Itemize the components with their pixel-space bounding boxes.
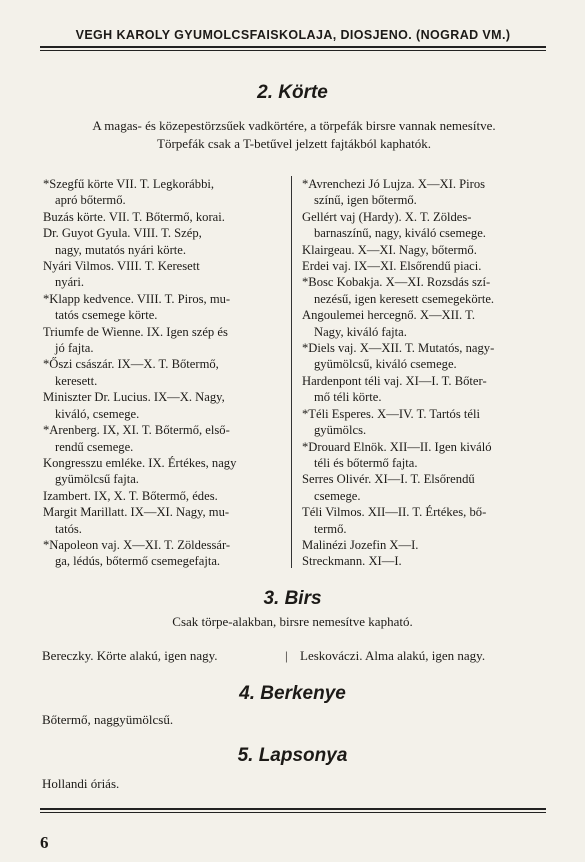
korte-variety-entry bbox=[302, 209, 544, 242]
variety-line: Angoulemei hercegnő. X—XII. T. bbox=[302, 308, 475, 323]
variety-line: *Szegfű körte VII. T. Legkorábbi, bbox=[43, 177, 215, 191]
variety-line-continued: gyümölcsű, kiváló csemege. bbox=[314, 357, 457, 372]
birs-item-right: Leskováczi. Alma alakú, igen nagy. bbox=[300, 648, 486, 663]
korte-left-column bbox=[43, 176, 285, 570]
korte-variety-entry bbox=[302, 406, 544, 439]
korte-variety-entry bbox=[43, 209, 285, 225]
variety-line: Serres Olivér. XI—I. T. Elsőrendű bbox=[302, 472, 475, 487]
variety-line: Kongresszu emléke. IX. Értékes, nagy bbox=[43, 455, 237, 470]
variety-line: Izambert. IX, X. T. Bőtermő, édes. bbox=[43, 488, 218, 503]
berkenye-item: Bőtermő, naggyümölcsű. bbox=[42, 712, 174, 727]
korte-variety-entry bbox=[43, 356, 285, 389]
korte-variety-entry bbox=[302, 340, 544, 373]
variety-line: *Téli Esperes. X—IV. T. Tartós téli bbox=[302, 406, 480, 421]
korte-variety-entry bbox=[43, 324, 285, 357]
page-number: 6 bbox=[40, 833, 49, 852]
variety-line: Téli Vilmos. XII—II. T. Értékes, bő- bbox=[302, 505, 487, 520]
korte-variety-entry bbox=[302, 471, 544, 504]
section-title-birs: 3. Birs bbox=[263, 588, 322, 609]
variety-line: Miniszter Dr. Lucius. IX—X. Nagy, bbox=[43, 390, 225, 405]
korte-variety-entry bbox=[43, 504, 285, 537]
variety-line-continued: gyümölcs. bbox=[314, 423, 367, 438]
variety-line-continued: gyümölcsű fajta. bbox=[55, 472, 139, 487]
variety-line-continued: rendű csemege. bbox=[55, 439, 134, 454]
korte-variety-entry bbox=[43, 225, 285, 258]
korte-intro-line-1: A magas- és közepestörzsűek vadkörtére, a törpefák birsre vannak nemesítve. bbox=[92, 118, 496, 133]
variety-line: *Őszi császár. IX—X. T. Bőtermő, bbox=[43, 357, 219, 372]
variety-line: Nyári Vilmos. VIII. T. Keresett bbox=[43, 259, 200, 274]
variety-line-continued: nezésű, igen keresett csemegekörte. bbox=[314, 291, 495, 306]
korte-variety-entry bbox=[43, 176, 285, 209]
korte-variety-entry bbox=[302, 504, 544, 537]
variety-line-continued: színű, igen bőtermő. bbox=[314, 193, 417, 208]
variety-line: Hardenpont téli vaj. XI—I. T. Bőter- bbox=[302, 373, 487, 388]
korte-variety-entry bbox=[43, 537, 285, 570]
variety-line-continued: csemege. bbox=[314, 488, 361, 503]
variety-line-continued: jó fajta. bbox=[55, 341, 94, 356]
korte-variety-entry bbox=[302, 307, 544, 340]
footer-rule-thin bbox=[40, 812, 546, 813]
variety-line-continued: mő téli körte. bbox=[314, 390, 382, 405]
variety-line: Margit Marillatt. IX—XI. Nagy, mu- bbox=[43, 505, 230, 520]
korte-variety-entry bbox=[302, 553, 544, 569]
korte-right-column bbox=[302, 176, 544, 570]
variety-line: *Drouard Elnök. XII—II. Igen kiváló bbox=[302, 439, 492, 454]
variety-line-continued: ga, lédús, bőtermő csemegefajta. bbox=[55, 554, 221, 569]
korte-variety-entry bbox=[302, 537, 544, 553]
korte-variety-entry bbox=[302, 176, 544, 209]
variety-line-continued: kiváló, csemege. bbox=[55, 406, 140, 421]
birs-intro: Csak törpe-alakban, birsre nemesítve kapható. bbox=[172, 614, 413, 629]
variety-line: Gellért vaj (Hardy). X. T. Zöldes- bbox=[302, 209, 472, 224]
variety-line-continued: Nagy, kiváló fajta. bbox=[314, 324, 407, 339]
lapsonya-item: Hollandi óriás. bbox=[42, 776, 120, 791]
variety-line: *Napoleon vaj. X—XI. T. Zöldessár- bbox=[43, 537, 231, 552]
variety-line-continued: keresett. bbox=[55, 373, 98, 388]
variety-line: Malinézi Jozefin X—I. bbox=[302, 537, 419, 552]
column-divider bbox=[291, 176, 292, 568]
variety-line: Erdei vaj. IX—XI. Elsőrendű piaci. bbox=[302, 259, 482, 274]
korte-variety-entry bbox=[302, 242, 544, 258]
korte-variety-entry bbox=[43, 258, 285, 291]
header-rule bbox=[40, 46, 546, 48]
header-rule-thin bbox=[40, 50, 546, 51]
variety-line-continued: téli és bőtermő fajta. bbox=[314, 455, 418, 470]
variety-line: *Klapp kedvence. VIII. T. Piros, mu- bbox=[43, 291, 231, 306]
variety-line: *Diels vaj. X—XII. T. Mutatós, nagy- bbox=[302, 341, 495, 356]
variety-line-continued: barnaszínű, nagy, kiváló csemege. bbox=[314, 226, 486, 241]
page-header: VEGH KAROLY GYUMOLCSFAISKOLAJA, DIOSJENO. (NOGRAD VM.) bbox=[75, 28, 511, 42]
korte-variety-entry bbox=[302, 274, 544, 307]
korte-variety-entry bbox=[43, 422, 285, 455]
variety-line: *Bosc Kobakja. X—XI. Rozsdás szí- bbox=[302, 275, 491, 290]
variety-line-continued: tatós csemege körte. bbox=[55, 308, 158, 323]
korte-intro-line-2: Törpefák csak a T-betűvel jelzett fajtákból kaphatók. bbox=[157, 136, 431, 151]
variety-line: Buzás körte. VII. T. Bőtermő, korai. bbox=[43, 209, 225, 224]
korte-variety-entry bbox=[43, 488, 285, 504]
variety-line: Klairgeau. X—XI. Nagy, bőtermő. bbox=[302, 242, 477, 257]
korte-variety-entry bbox=[302, 373, 544, 406]
korte-variety-entry bbox=[43, 291, 285, 324]
variety-line: *Avrenchezi Jó Lujza. X—XI. Piros bbox=[302, 177, 486, 191]
variety-line-continued: nyári. bbox=[55, 275, 85, 290]
variety-line: Streckmann. XI—I. bbox=[302, 554, 402, 569]
birs-item-left: Bereczky. Körte alakú, igen nagy. bbox=[42, 648, 218, 663]
variety-line-continued: nagy, mutatós nyári körte. bbox=[55, 242, 187, 257]
section-title-berkenye: 4. Berkenye bbox=[239, 683, 346, 704]
korte-variety-entry bbox=[302, 258, 544, 274]
variety-line: Dr. Guyot Gyula. VIII. T. Szép, bbox=[43, 226, 202, 241]
variety-line: *Arenberg. IX, XI. T. Bőtermő, első- bbox=[43, 423, 230, 438]
variety-line-continued: apró bőtermő. bbox=[55, 193, 126, 208]
variety-line-continued: tatós. bbox=[55, 521, 82, 536]
variety-line-continued: termő. bbox=[314, 521, 347, 536]
korte-variety-entry bbox=[43, 455, 285, 488]
variety-line: Triumfe de Wienne. IX. Igen szép és bbox=[43, 324, 228, 339]
section-title-lapsonya: 5. Lapsonya bbox=[237, 745, 348, 766]
korte-variety-entry bbox=[302, 439, 544, 472]
korte-variety-entry bbox=[43, 389, 285, 422]
section-title-korte: 2. Körte bbox=[257, 82, 328, 103]
footer-rule bbox=[40, 808, 546, 810]
birs-separator: | bbox=[285, 648, 288, 663]
